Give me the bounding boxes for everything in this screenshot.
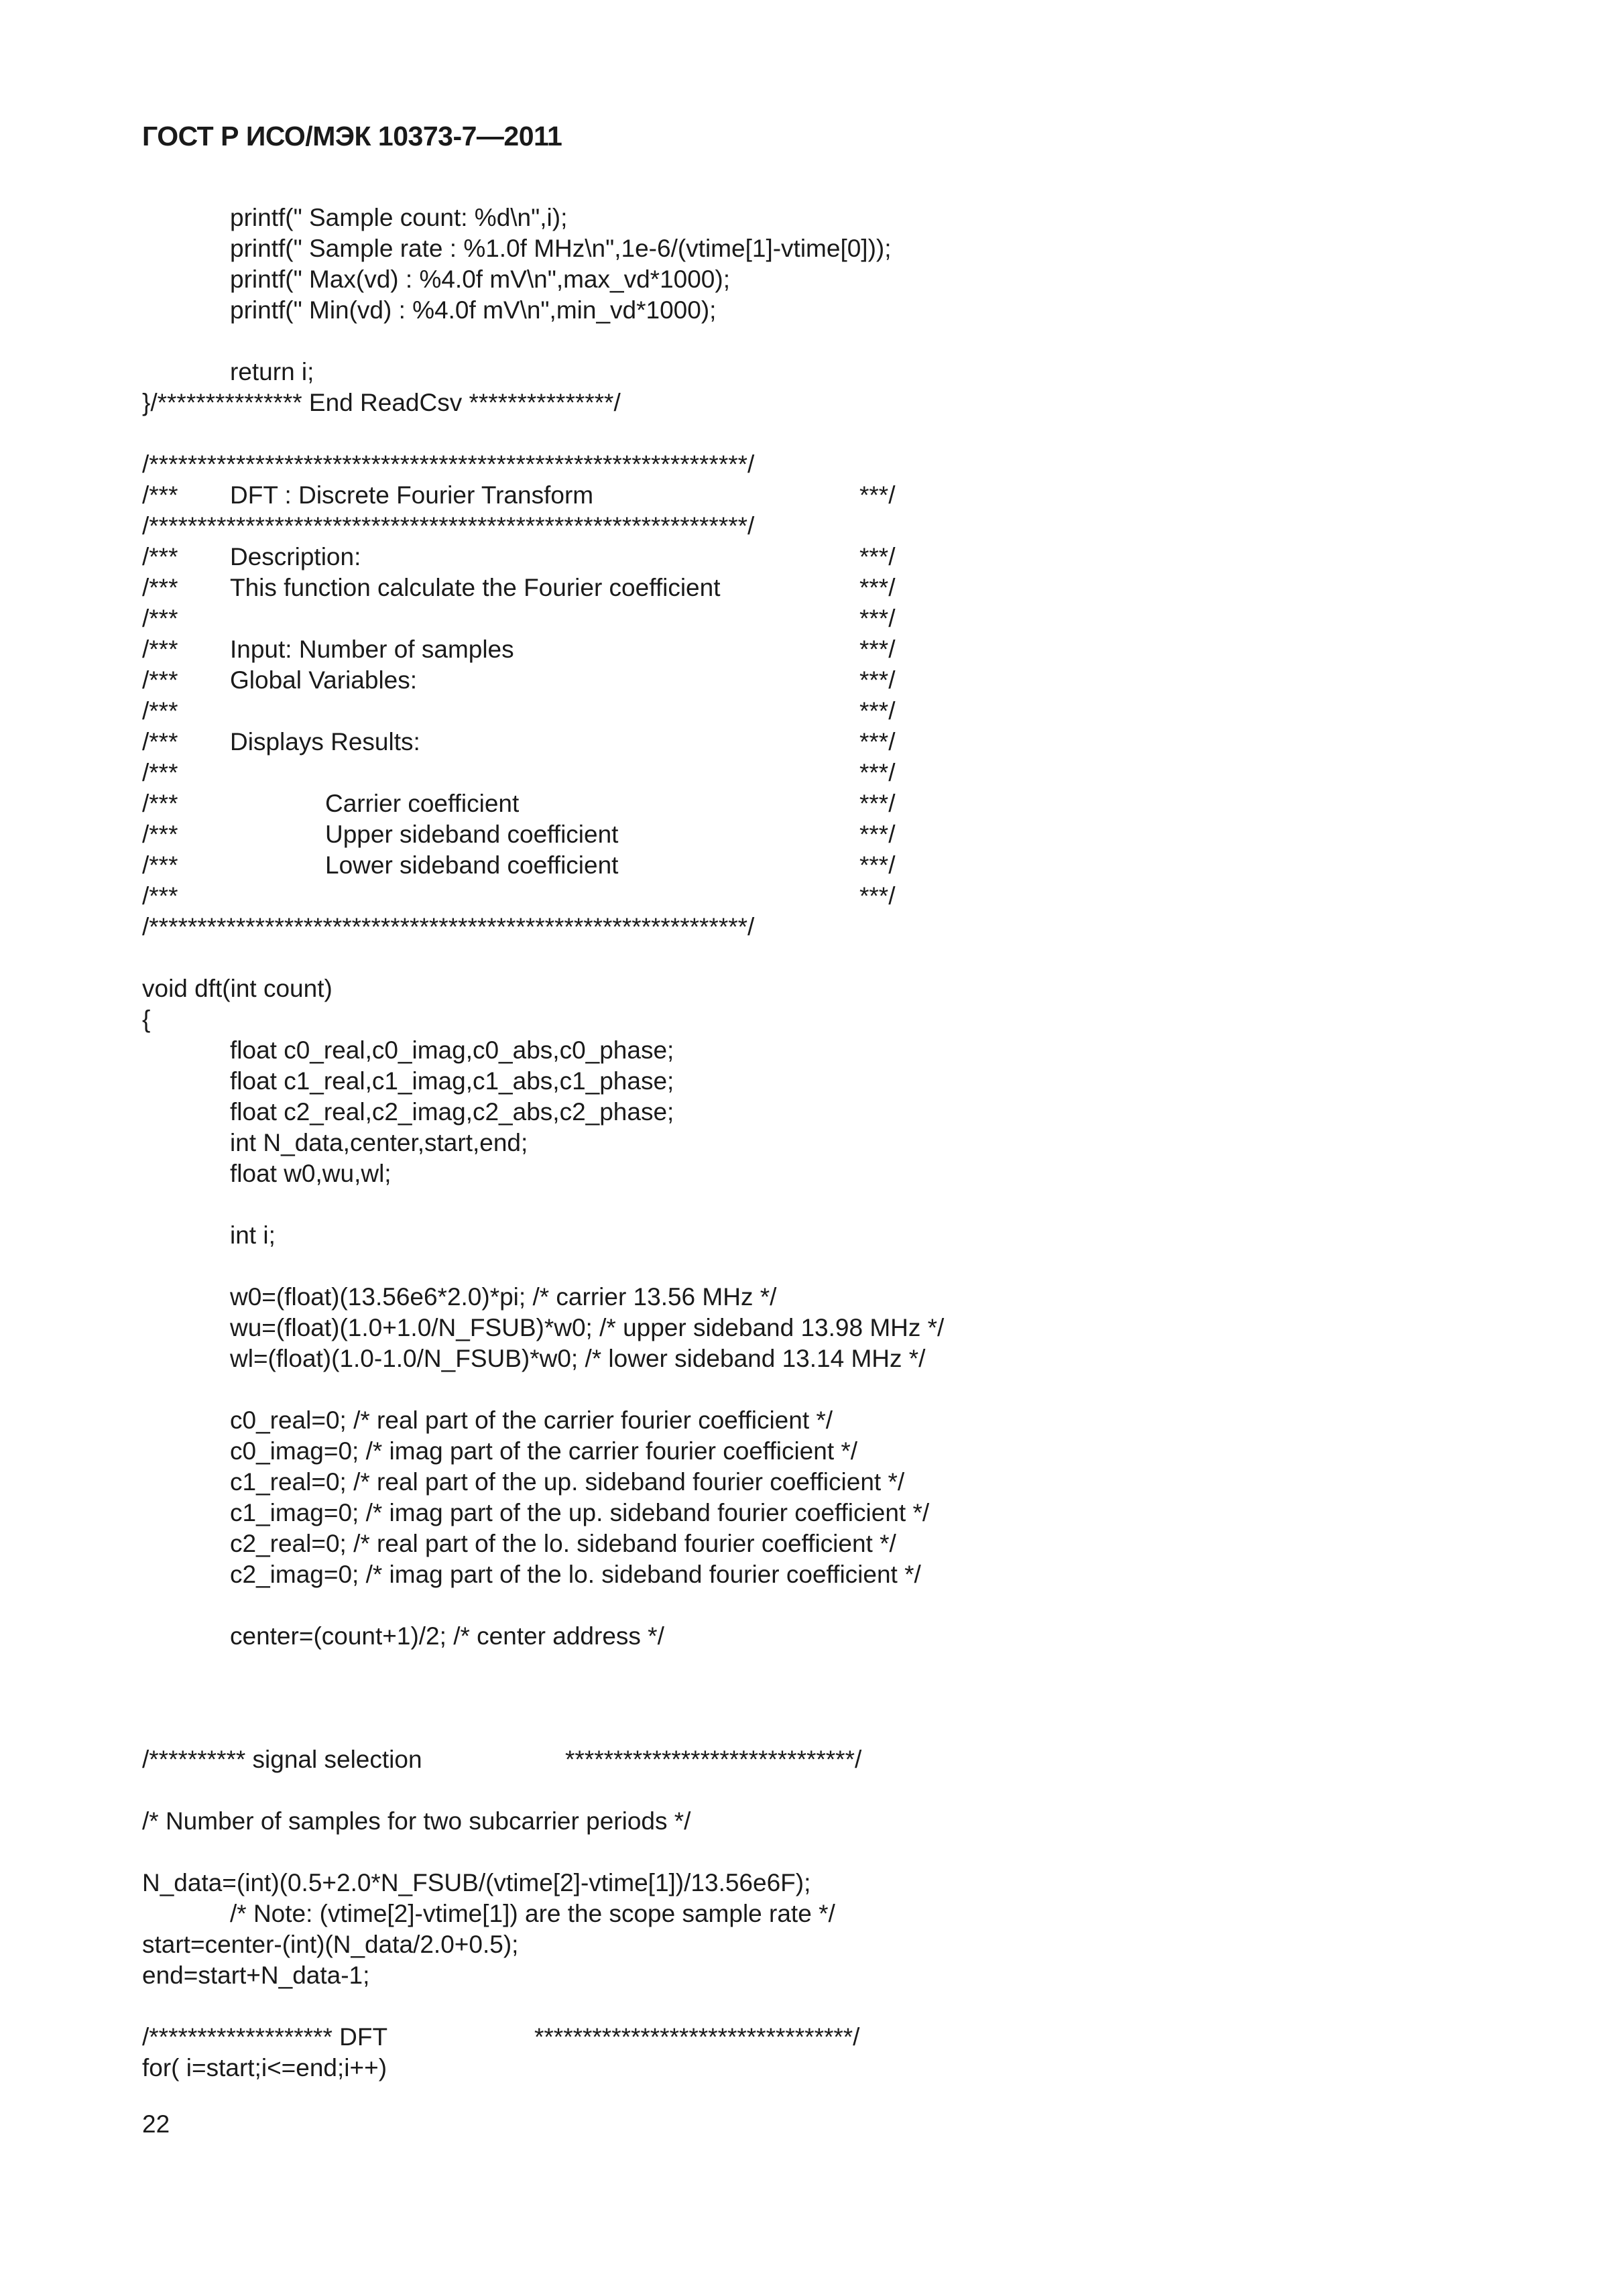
comment-prefix: /*** bbox=[142, 481, 178, 509]
code-line: return i; bbox=[230, 358, 314, 385]
comment-prefix: /*** bbox=[142, 790, 178, 817]
comment-prefix: /*** bbox=[142, 666, 178, 694]
code-line: printf(" Max(vd) : %4.0f mV\n",max_vd*1000); bbox=[230, 265, 730, 293]
comment-prefix: /*** bbox=[142, 882, 178, 910]
comment-prefix: /*** bbox=[142, 636, 178, 663]
code-line: /********** signal selection bbox=[142, 1746, 422, 1773]
comment-suffix: ***/ bbox=[859, 759, 896, 786]
code-line: c0_imag=0; /* imag part of the carrier fourier coefficient */ bbox=[230, 1437, 858, 1465]
code-line: int i; bbox=[230, 1221, 276, 1249]
code-line: c1_imag=0; /* imag part of the up. sideband fourier coefficient */ bbox=[230, 1499, 930, 1526]
comment-text: Carrier coefficient bbox=[325, 790, 520, 817]
comment-banner-line: /**************************************************************/ bbox=[142, 913, 755, 941]
code-line: float c2_real,c2_imag,c2_abs,c2_phase; bbox=[230, 1098, 674, 1126]
comment-suffix: ***/ bbox=[859, 636, 896, 663]
comment-suffix: ***/ bbox=[859, 543, 896, 570]
comment-prefix: /*** bbox=[142, 728, 178, 756]
comment-suffix: ***/ bbox=[859, 851, 896, 879]
code-line: printf(" Min(vd) : %4.0f mV\n",min_vd*1000); bbox=[230, 296, 717, 324]
comment-text: Lower sideband coefficient bbox=[325, 851, 619, 879]
comment-suffix: ***/ bbox=[859, 574, 896, 601]
code-line: end=start+N_data-1; bbox=[142, 1961, 370, 1989]
comment-suffix: ***/ bbox=[859, 882, 896, 910]
comment-banner-line: /**************************************************************/ bbox=[142, 450, 755, 478]
comment-prefix: /*** bbox=[142, 543, 178, 570]
code-line: for( i=start;i<=end;i++) bbox=[142, 2054, 387, 2081]
code-line: printf(" Sample rate : %1.0f MHz\n",1e-6/(vtime[1]-vtime[0])); bbox=[230, 235, 892, 262]
comment-prefix: /*** bbox=[142, 605, 178, 632]
comment-prefix: /*** bbox=[142, 697, 178, 725]
comment-text: Upper sideband coefficient bbox=[325, 821, 619, 848]
comment-text: Description: bbox=[230, 543, 361, 570]
comment-text: This function calculate the Fourier coefficient bbox=[230, 574, 721, 601]
code-line: start=center-(int)(N_data/2.0+0.5); bbox=[142, 1931, 519, 1958]
comment-suffix: ***/ bbox=[859, 821, 896, 848]
code-line: int N_data,center,start,end; bbox=[230, 1129, 528, 1156]
code-line: printf(" Sample count: %d\n",i); bbox=[230, 204, 568, 231]
page-number: 22 bbox=[142, 2110, 170, 2138]
comment-suffix: ***/ bbox=[859, 481, 896, 509]
comment-text: Displays Results: bbox=[230, 728, 420, 756]
code-line: wl=(float)(1.0-1.0/N_FSUB)*w0; /* lower sideband 13.14 MHz */ bbox=[230, 1345, 926, 1372]
comment-suffix: ***/ bbox=[859, 697, 896, 725]
comment-prefix: /*** bbox=[142, 821, 178, 848]
code-line: float c1_real,c1_imag,c1_abs,c1_phase; bbox=[230, 1067, 674, 1095]
comment-suffix: ***/ bbox=[859, 790, 896, 817]
comment-text: Global Variables: bbox=[230, 666, 418, 694]
code-line: float c0_real,c0_imag,c0_abs,c0_phase; bbox=[230, 1036, 674, 1064]
document-header: ГОСТ Р ИСО/МЭК 10373-7—2011 bbox=[142, 121, 562, 152]
code-line: float w0,wu,wl; bbox=[230, 1160, 392, 1187]
comment-prefix: /*** bbox=[142, 851, 178, 879]
comment-suffix: ***/ bbox=[859, 728, 896, 756]
comment-prefix: /*** bbox=[142, 574, 178, 601]
comment-suffix: ***/ bbox=[859, 666, 896, 694]
comment-prefix: /*** bbox=[142, 759, 178, 786]
code-line: center=(count+1)/2; /* center address */ bbox=[230, 1622, 664, 1650]
code-line: /******************* DFT bbox=[142, 2023, 388, 2051]
code-line: }/*************** End ReadCsv ***************/ bbox=[142, 389, 621, 416]
code-line: c2_real=0; /* real part of the lo. sideband fourier coefficient */ bbox=[230, 1530, 896, 1557]
code-line: ******************************/ bbox=[565, 1746, 862, 1773]
code-line: *********************************/ bbox=[534, 2023, 860, 2051]
code-line: w0=(float)(13.56e6*2.0)*pi; /* carrier 13.56 MHz */ bbox=[230, 1283, 777, 1311]
code-line: wu=(float)(1.0+1.0/N_FSUB)*w0; /* upper sideband 13.98 MHz */ bbox=[230, 1314, 945, 1341]
code-line: /* Note: (vtime[2]-vtime[1]) are the scope sample rate */ bbox=[230, 1900, 835, 1927]
comment-text: Input: Number of samples bbox=[230, 636, 514, 663]
code-line: c0_real=0; /* real part of the carrier fourier coefficient */ bbox=[230, 1406, 833, 1434]
code-line: /* Number of samples for two subcarrier periods */ bbox=[142, 1807, 691, 1835]
code-line: { bbox=[142, 1006, 151, 1033]
code-line: N_data=(int)(0.5+2.0*N_FSUB/(vtime[2]-vtime[1])/13.56e6F); bbox=[142, 1869, 811, 1896]
code-line: void dft(int count) bbox=[142, 975, 333, 1002]
comment-banner-line: /**************************************************************/ bbox=[142, 512, 755, 540]
code-line: c2_imag=0; /* imag part of the lo. sideband fourier coefficient */ bbox=[230, 1561, 921, 1588]
code-line: c1_real=0; /* real part of the up. sideband fourier coefficient */ bbox=[230, 1468, 905, 1496]
comment-suffix: ***/ bbox=[859, 605, 896, 632]
comment-text: DFT : Discrete Fourier Transform bbox=[230, 481, 594, 509]
